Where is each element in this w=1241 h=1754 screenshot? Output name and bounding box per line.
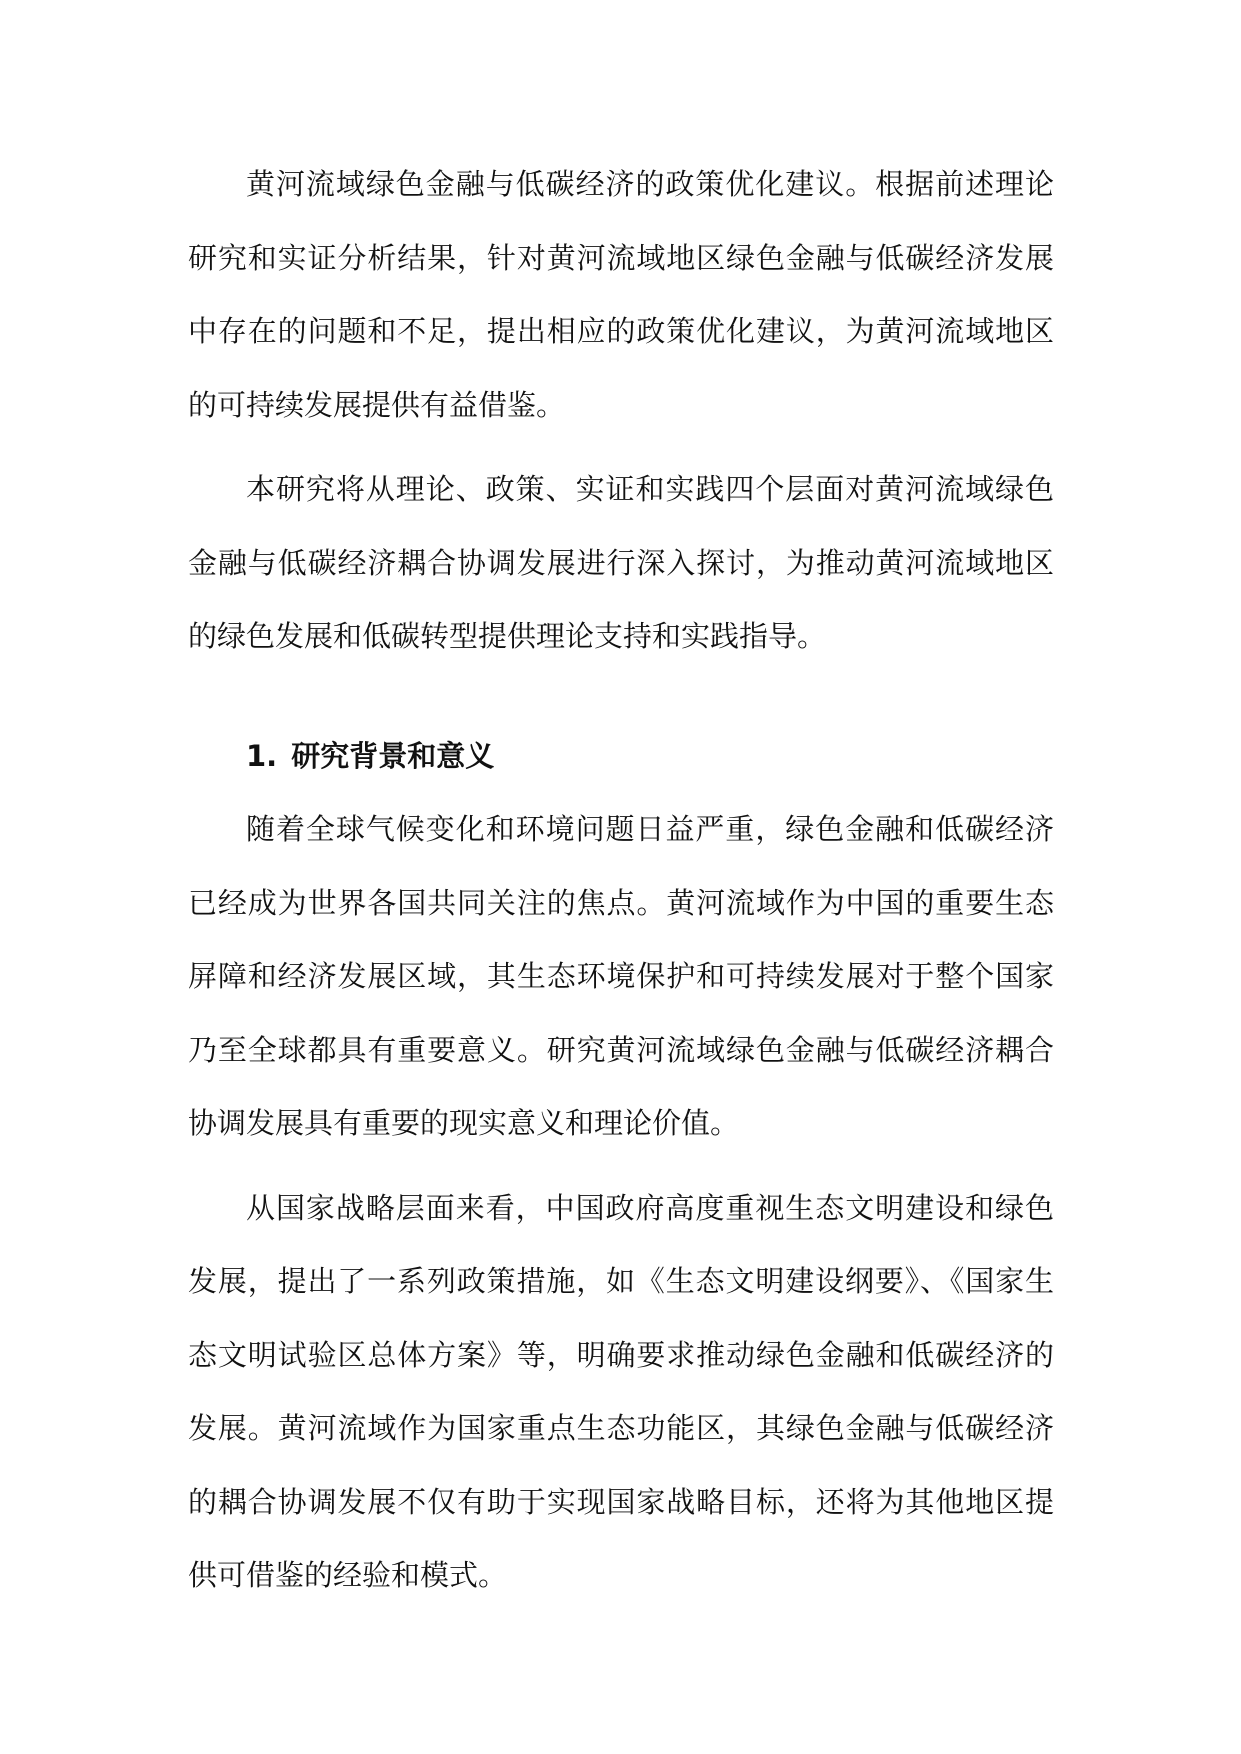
section-title: 研究背景和意义 [291,738,495,773]
document-body [188,148,1054,1624]
paragraph-national-strategy: 从国家战略层面来看，中国政府高度重视生态文明建设和绿色发展，提出了一系列政策措施，如《生态文明建设纲要》、《国家生态文明试验区总体方案》等，明确要求推动绿色金融和低碳经济的发展。黄河流域作为国家重点生态功能区，其绿色金融与低碳经济的耦合协调发展不仅有助于实现国家战略目标，还将为其他地区提供可借鉴的经验和模式。 [188,1190,1054,1592]
paragraph-research-scope: 本研究将从理论、政策、实证和实践四个层面对黄河流域绿色金融与低碳经济耦合协调发展进行深入探讨，为推动黄河流域地区的绿色发展和低碳转型提供理论支持和实践指导。 [188,472,1054,653]
paragraph-background: 随着全球气候变化和环境问题日益严重，绿色金融和低碳经济已经成为世界各国共同关注的焦点。黄河流域作为中国的重要生态屏障和经济发展区域，其生态环境保护和可持续发展对于整个国家乃至全球都具有重要意义。研究黄河流域绿色金融与低碳经济耦合协调发展具有重要的现实意义和理论价值。 [188,812,1054,1140]
paragraph-policy-suggestions: 黄河流域绿色金融与低碳经济的政策优化建议。根据前述理论研究和实证分析结果，针对黄河流域地区绿色金融与低碳经济发展中存在的问题和不足，提出相应的政策优化建议，为黄河流域地区的可持续发展提供有益借鉴。 [188,167,1054,422]
section-heading [188,720,1054,794]
section-spacer [188,685,1054,720]
section-number: 1. [246,738,278,773]
